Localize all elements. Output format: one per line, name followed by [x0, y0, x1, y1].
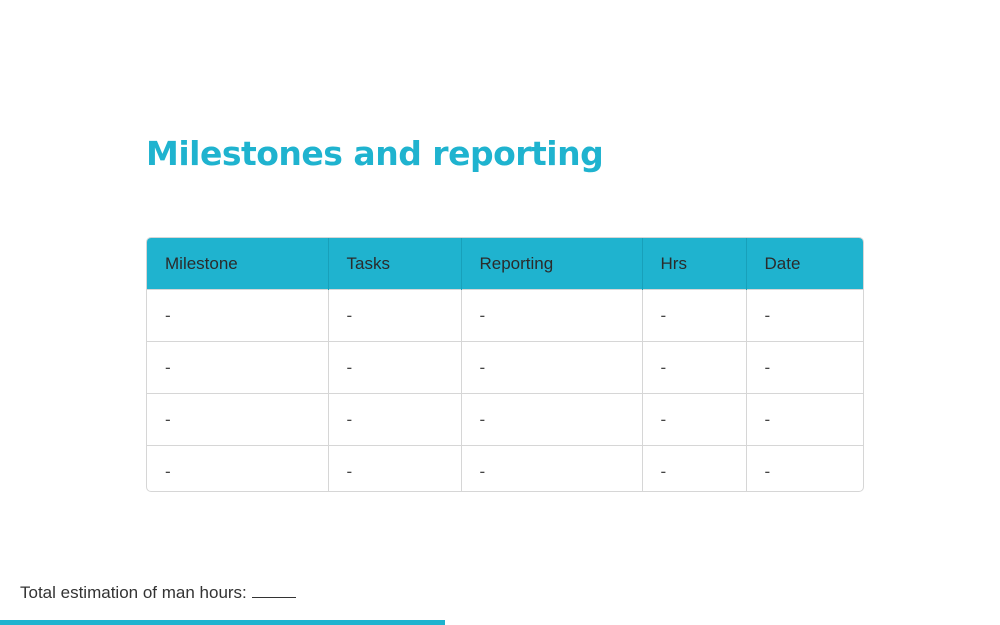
cell-milestone: -: [147, 446, 328, 493]
header-hrs: Hrs: [642, 238, 746, 290]
cell-reporting: -: [461, 290, 642, 342]
cell-reporting: -: [461, 342, 642, 394]
cell-hrs: -: [642, 342, 746, 394]
table-header-row: [147, 238, 864, 290]
cell-hrs: -: [642, 290, 746, 342]
header-date: Date: [746, 238, 864, 290]
man-hours-blank-line: [252, 583, 296, 598]
milestones-table: [146, 237, 864, 492]
header-milestone: Milestone: [147, 238, 328, 290]
accent-bar: [0, 620, 445, 625]
cell-date: -: [746, 290, 864, 342]
cell-date: -: [746, 342, 864, 394]
man-hours-label: Total estimation of man hours:: [20, 583, 247, 602]
header-tasks: Tasks: [328, 238, 461, 290]
cell-date: -: [746, 446, 864, 493]
cell-hrs: -: [642, 394, 746, 446]
cell-milestone: -: [147, 394, 328, 446]
cell-date: -: [746, 394, 864, 446]
header-reporting: Reporting: [461, 238, 642, 290]
cell-tasks: -: [328, 394, 461, 446]
table-row: [147, 290, 864, 342]
cell-tasks: -: [328, 342, 461, 394]
cell-reporting: -: [461, 446, 642, 493]
cell-tasks: -: [328, 446, 461, 493]
cell-milestone: -: [147, 342, 328, 394]
man-hours-estimate: [20, 583, 296, 603]
cell-tasks: -: [328, 290, 461, 342]
table-row: [147, 394, 864, 446]
cell-reporting: -: [461, 394, 642, 446]
cell-milestone: -: [147, 290, 328, 342]
table-row: [147, 342, 864, 394]
table-row: [147, 446, 864, 493]
cell-hrs: -: [642, 446, 746, 493]
page-title: Milestones and reporting: [146, 134, 604, 173]
